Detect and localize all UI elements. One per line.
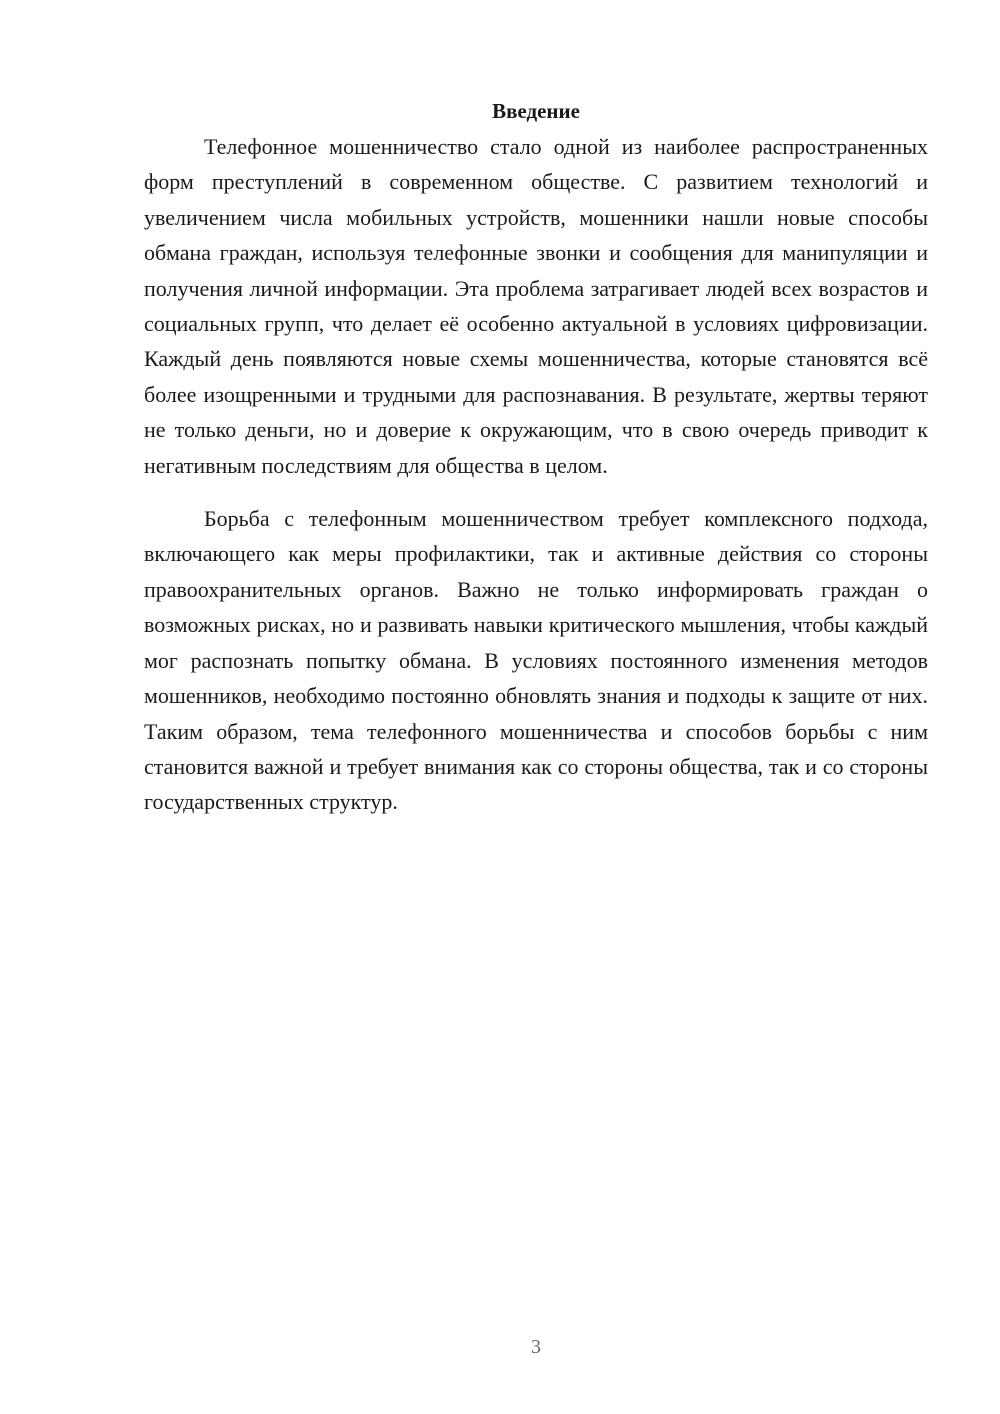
- paragraph-intro: Телефонное мошенничество стало одной из наиболее распространенных форм преступлений в современном обществе. С развитием технологий и увеличением числа мобильных устройств, мошенники нашли новые способы обмана граждан, используя телефонные звонки и сообщения для манипуляции и получения личной информации. Эта проблема затрагивает людей всех возрастов и социальных групп, что делает её особенно актуальной в условиях цифровизации. Каждый день появляются новые схемы мошенничества, которые становятся всё более изощренными и трудными для распознавания. В результате, жертвы теряют не только деньги, но и доверие к окружающим, что в свою очередь приводит к негативным последствиям для общества в целом.: [144, 134, 928, 478]
- page-number: 3: [531, 1336, 541, 1358]
- paragraph-countermeasures: Борьба с телефонным мошенничеством требует комплексного подхода, включающего как меры профилактики, так и активные действия со стороны правоохранительных органов. Важно не только информировать граждан о возможных рисках, но и развивать навыки критического мышления, чтобы каждый мог распознать попытку обмана. В условиях постоянного изменения методов мошенников, необходимо постоянно обновлять знания и подходы к защите от них. Таким образом, тема телефонного мошенничества и способов борьбы с ним становится важной и требует внимания как со стороны общества, так и со стороны государственных структур.: [144, 506, 928, 815]
- page-content: [144, 95, 928, 820]
- section-heading: Введение: [492, 99, 580, 123]
